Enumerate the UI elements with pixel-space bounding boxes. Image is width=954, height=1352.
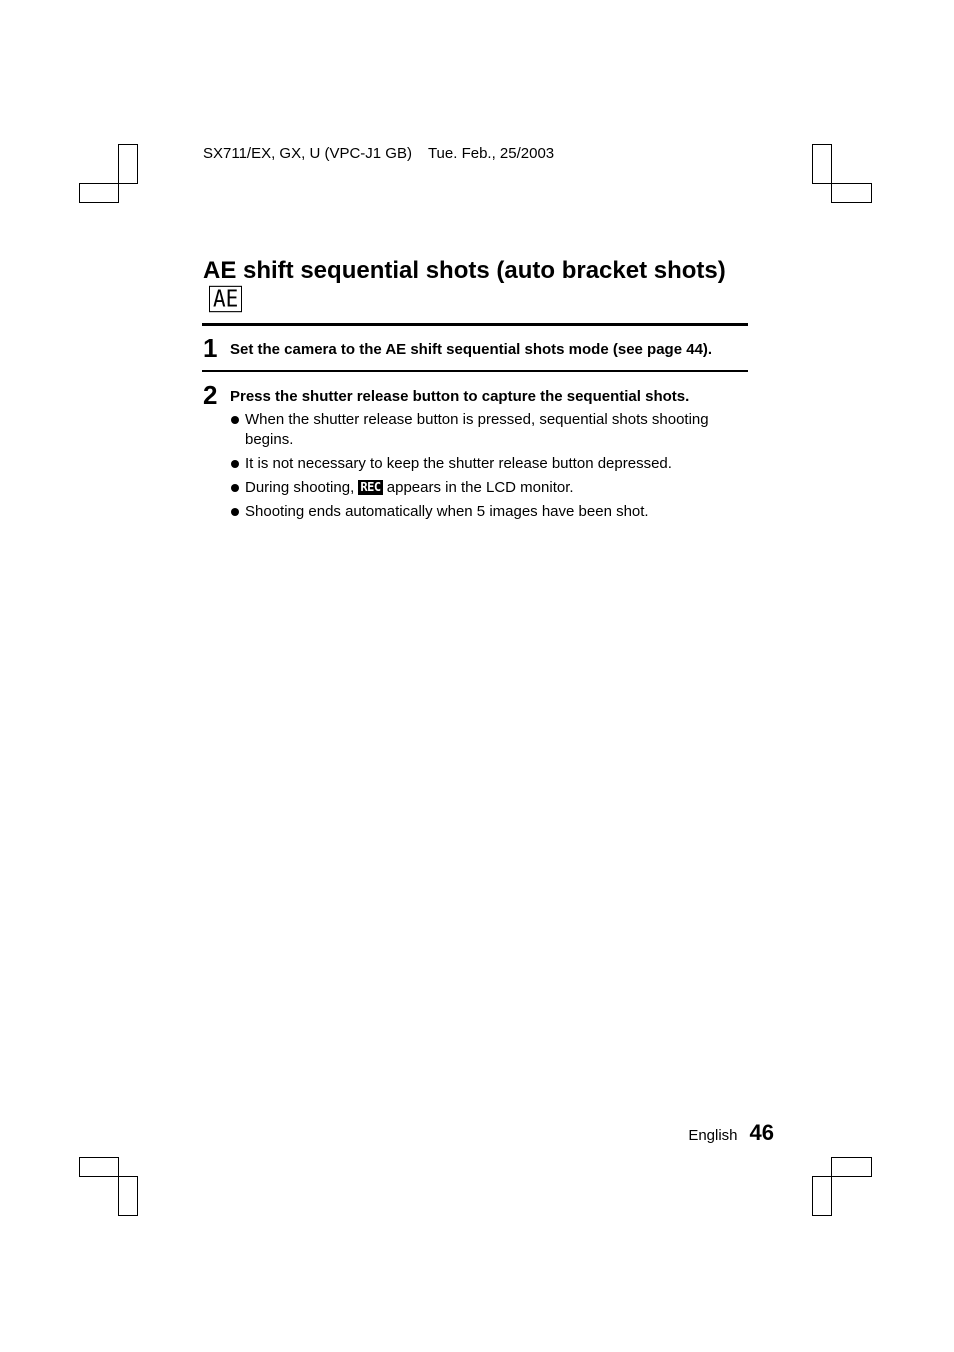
page-title-text: AE shift sequential shots (auto bracket shots) — [203, 257, 726, 284]
step-1-number: 1 — [203, 333, 218, 363]
bullet-dot-icon — [231, 416, 239, 424]
step-divider — [202, 370, 748, 372]
crop-mark-bottom-left-horizontal — [79, 1157, 119, 1177]
list-item: During shooting, REC appears in the LCD monitor. — [230, 478, 750, 498]
bullet-dot-icon — [231, 460, 239, 468]
crop-mark-top-right-vertical — [812, 144, 832, 184]
step-2-bullet-list — [230, 410, 750, 526]
crop-mark-bottom-right-horizontal — [831, 1157, 872, 1177]
model-text: SX711/EX, GX, U (VPC-J1 GB) — [203, 145, 412, 162]
list-item: When the shutter release button is pressed, sequential shots shooting begins. — [230, 410, 750, 450]
step-1-text: Set the camera to the AE shift sequential shots mode (see page 44). — [230, 341, 713, 358]
step-2-text: Press the shutter release button to capture the sequential shots. — [230, 388, 690, 405]
ae-mode-icon: AE — [209, 286, 242, 312]
crop-mark-bottom-left-vertical — [118, 1176, 138, 1216]
page-title — [203, 256, 763, 316]
footer-language: English — [688, 1127, 738, 1144]
step-2 — [203, 380, 689, 411]
crop-mark-top-left-horizontal — [79, 183, 119, 203]
step-2-number: 2 — [203, 380, 218, 410]
print-date: Tue. Feb., 25/2003 — [427, 145, 555, 162]
bullet-dot-icon — [231, 508, 239, 516]
print-header — [203, 145, 554, 162]
page-footer — [688, 1120, 774, 1146]
list-item: Shooting ends automatically when 5 images have been shot. — [230, 502, 750, 522]
bullet-dot-icon — [231, 484, 239, 492]
crop-mark-bottom-right-vertical — [812, 1176, 832, 1216]
page-number: 46 — [749, 1120, 774, 1145]
list-item: It is not necessary to keep the shutter release button depressed. — [230, 454, 750, 474]
crop-mark-top-right-horizontal — [831, 183, 872, 203]
step-1 — [203, 333, 712, 364]
rec-icon: REC — [360, 480, 381, 494]
crop-mark-top-left-vertical — [118, 144, 138, 184]
title-divider — [202, 323, 748, 326]
